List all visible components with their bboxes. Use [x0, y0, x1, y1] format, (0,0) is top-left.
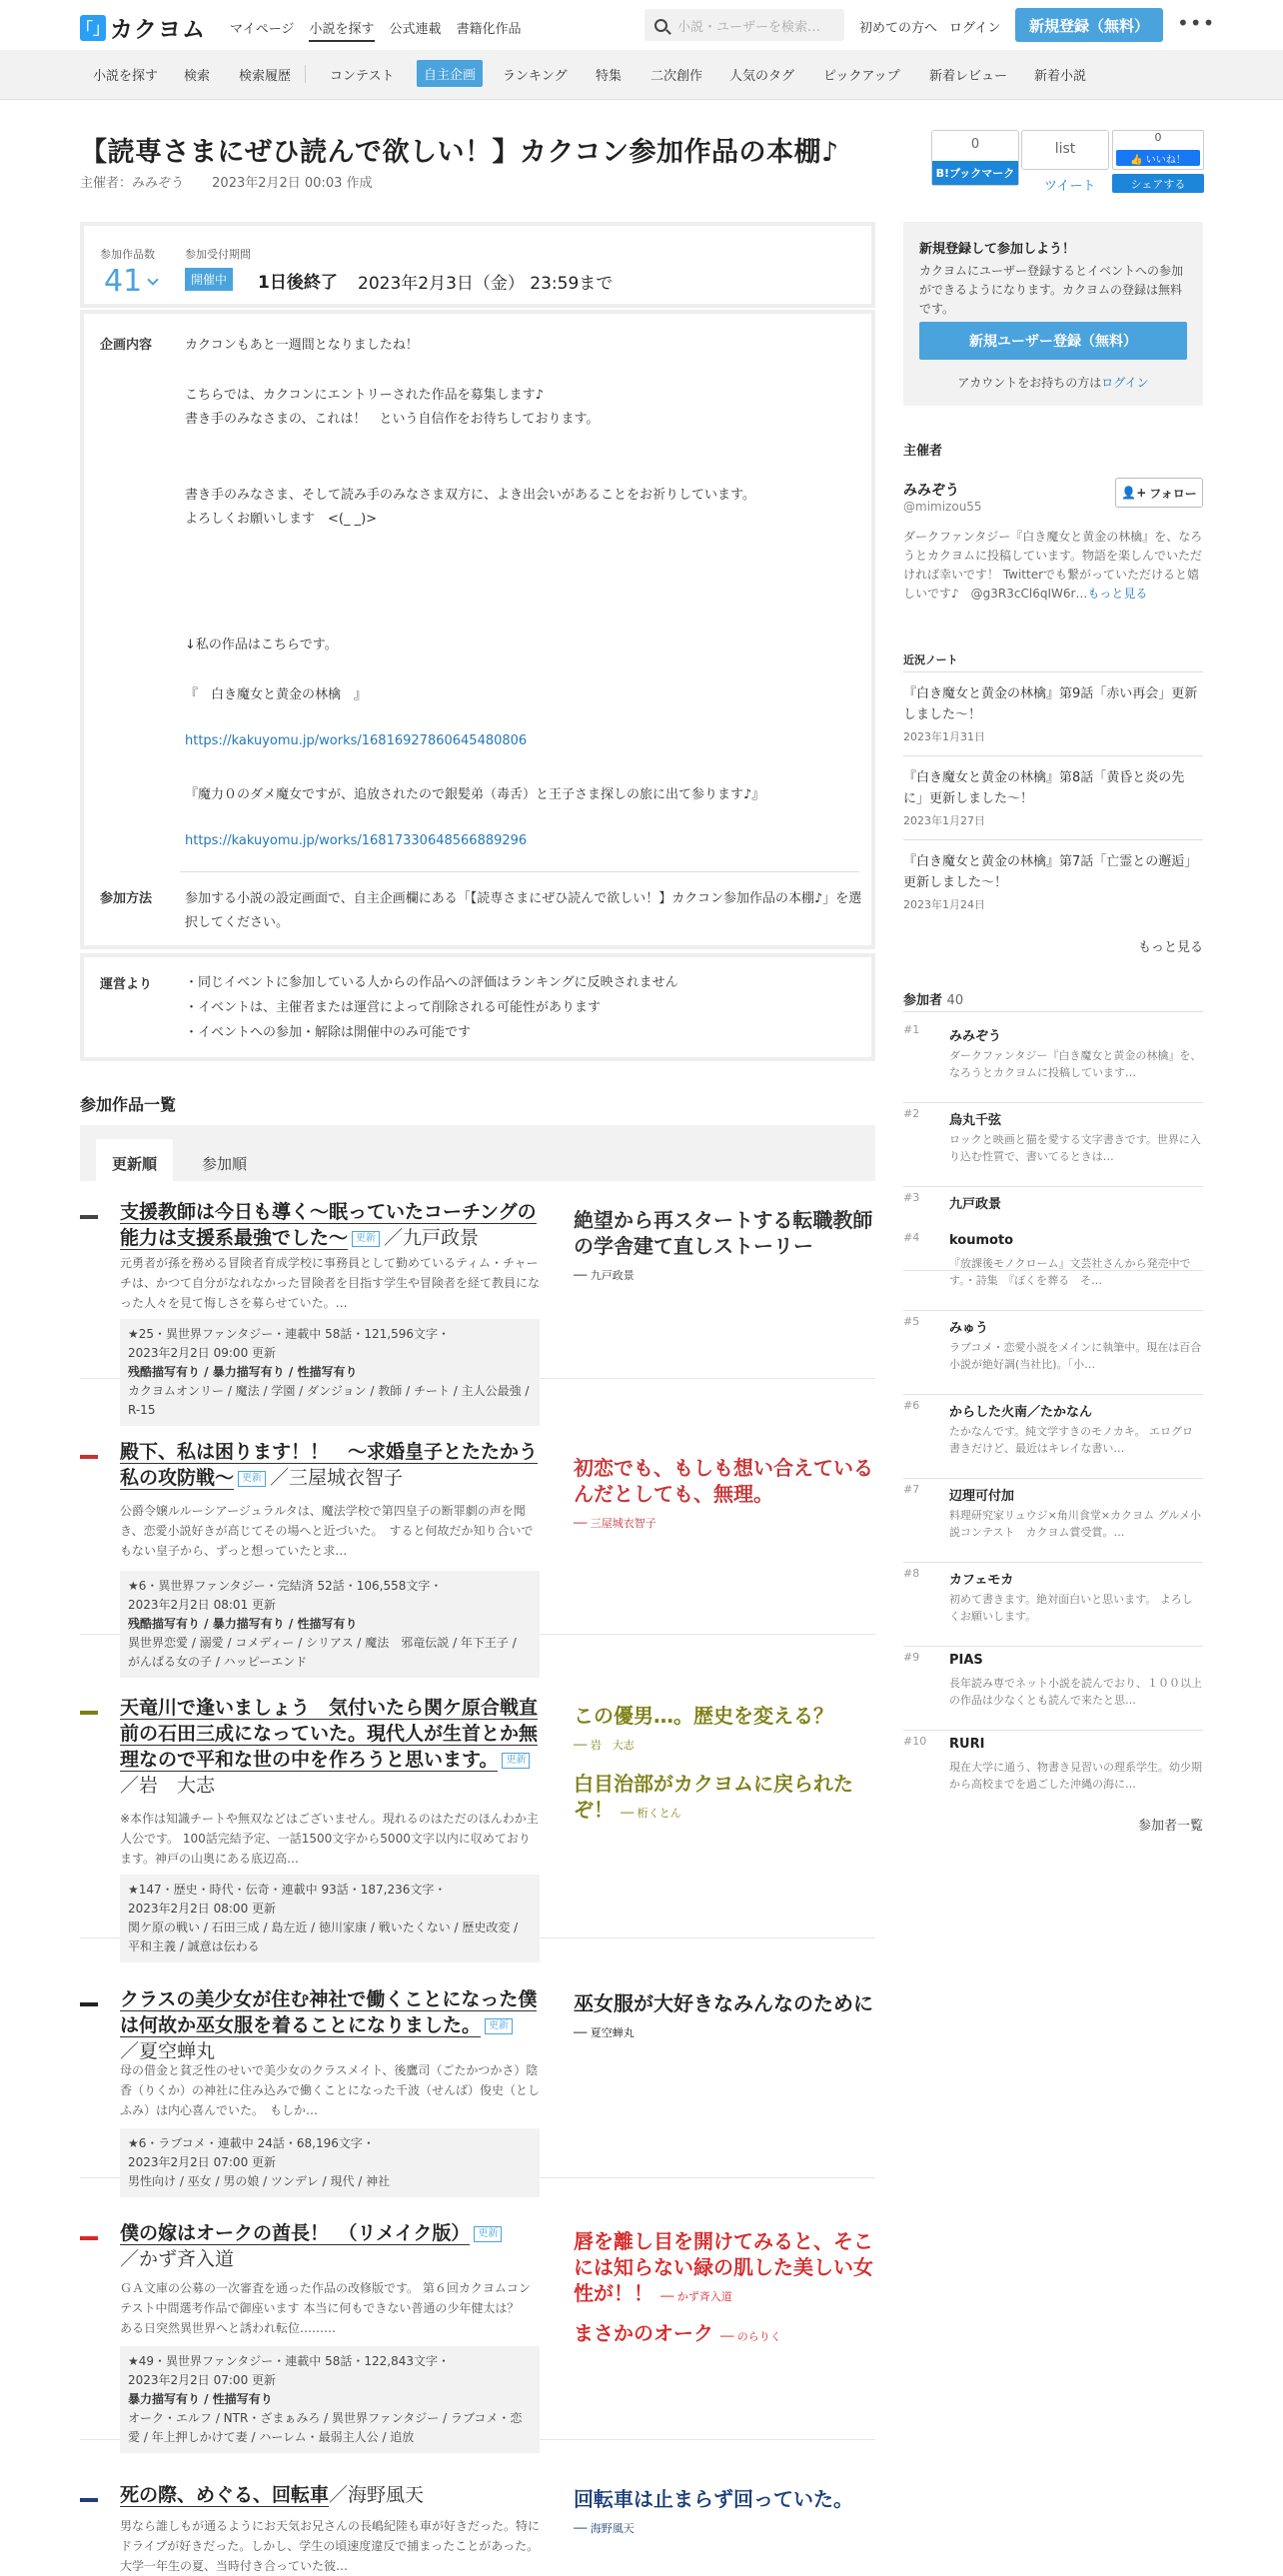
fb-count: 0 [1154, 131, 1162, 144]
beginner-link[interactable]: 初めての方へ [859, 21, 938, 36]
subnav-features[interactable]: 特集 [596, 69, 623, 84]
work-info: ★147・歴史・時代・伝奇・連載中 93話・187,236文字・ 2023年2月2日 08:00 更新 関ケ原の戦い / 石田三成 / 島左近 / 徳川家康 / 戦いたくない / 歴史改変 / 平和主義 / 誠意は伝わる [120, 1875, 540, 1962]
work-count[interactable]: 41 [104, 264, 143, 299]
admin-note: ・イベントは、主催者または運営によって削除される可能性があります [185, 1000, 602, 1015]
user-plus-icon: 👤+ [1121, 486, 1147, 500]
work-link[interactable]: https://kakuyomu.jp/works/16816927860645480806 [185, 733, 528, 748]
work-item [80, 1982, 875, 2188]
fb-like: 👍 いいね！ [1116, 150, 1200, 166]
list-button[interactable] [1021, 130, 1109, 170]
login-prompt: アカウントをお持ちの方はログイン [957, 376, 1149, 390]
nav-mypage[interactable]: マイページ [230, 22, 295, 37]
nav-official-serial[interactable]: 公式連載 [389, 22, 442, 37]
page-meta [80, 172, 373, 191]
search-placeholder: 小説・ユーザーを検索… [677, 19, 821, 35]
content-label: 企画内容 [100, 338, 153, 353]
catchphrase[interactable]: 回転車は止まらず回っていた。 ── 海野風天 [574, 2487, 853, 2535]
participants-heading: 参加者 40 [903, 993, 964, 1008]
admin-note: ・同じイベントに参加している人からの作品への評価はランキングに反映されません [185, 975, 678, 990]
register-button[interactable]: 新規登録（無料） [1015, 8, 1163, 42]
created-date: 2023年2月2日 00:03 作成 [212, 176, 373, 191]
work-author: ／九戸政景 [384, 1227, 480, 1249]
note-item[interactable]: 『白き魔女と黄金の林檎』第8話「黄昏と炎の先に」更新しました～！ 2023年1月27日 [903, 770, 1185, 827]
work-author: ／海野風天 [329, 2484, 425, 2506]
work-author: ／三屋城衣智子 [270, 1467, 404, 1489]
work-author: ／岩 大志 [120, 1775, 216, 1797]
join-panel [903, 222, 1203, 406]
work-color-mark [80, 1455, 98, 1459]
header-nav [230, 18, 537, 42]
subnav-find[interactable]: 小説を探す [93, 69, 159, 84]
event-summary [80, 222, 875, 308]
work-item [80, 2478, 875, 2573]
search-input[interactable] [644, 9, 844, 41]
page-title: 【読専さまにぜひ読んで欲しい！】カクコン参加作品の本棚♪ [80, 137, 839, 168]
work-title[interactable]: 殿下、私は困ります！！ 〜求婚皇子とたたかう私の攻防戦〜 更新 ／三屋城衣智子 [120, 1441, 539, 1489]
work-info: ★49・異世界ファンタジー・連載中 58話・122,843文字・ 2023年2月2日 07:00 更新 暴力描写有り / 性描写有り オーク・エルフ / NTR・ざまぁみろ / 異世界ファンタジー / ラブコメ・恋愛 / 年上押しかけて妻 / ハーレム・最弱主人公 / 追放 [120, 2346, 540, 2453]
divider [903, 755, 1203, 756]
period-label: 参加受付期間 [185, 248, 251, 261]
header [0, 0, 1283, 50]
nav-find-novels[interactable]: 小説を探す [309, 18, 374, 42]
organizer-desc: ダークファンタジー『白き魔女と黄金の林檎』を、なろうとカクヨムに投稿しています。物語を楽しんでいただければ幸いです！ Twitterでも繋がっていただけると嬉しいです♪ @g3R3cCl6qIW6r…もっと見る [903, 530, 1203, 601]
content-line: 書き手のみなさま、そして読み手のみなさま双方に、よき出会いがあることをお祈りしています。 [185, 488, 755, 503]
tweet-button[interactable]: ツイート [1044, 179, 1096, 194]
divider [903, 839, 1203, 840]
work-list-title: 参加作品一覧 [80, 1095, 177, 1114]
participant-item[interactable]: #4 koumoto 『放課後モノクローム』文芸社さんから発売中です。・詩集 『ぼくを葬る そ… [903, 1227, 1203, 1311]
work-title[interactable]: 死の際、めぐる、回転車／海野風天 [120, 2484, 425, 2506]
work-color-mark [80, 1711, 98, 1715]
work-item [80, 1195, 875, 1417]
subnav-divider [305, 65, 306, 83]
work-title[interactable]: クラスの美少女が住む神社で働くことになった僕は何故か巫女服を着ることになりました。 更新 ／夏空蝉丸 [120, 1988, 538, 2062]
sub-navigation [0, 50, 1283, 100]
admin-label: 運営より [100, 977, 153, 992]
catchphrase[interactable]: 唇を離し目を開けてみると、そこには知らない緑の肌した美しい女性が！！ ── かず斉入道 [574, 2229, 873, 2305]
organizer-name[interactable]: みみぞう [903, 483, 959, 499]
hatena-bookmark-button[interactable] [931, 130, 1019, 186]
event-description [80, 310, 875, 949]
work-description: 男なら誰しもが通るようにお天気お兄さんの長嶋紀陸も車が好きだった。特にドライブが好きだった。しかし、学生の頃速度違反で捕まったことがあった。大学一年生の夏、当時付き合っていた彼… [120, 2519, 541, 2573]
work-description: 公爵令嬢ルルーシアージュラルタは、魔法学校で第四皇子の断罪劇の声を聞き、恋愛小説好きが高じてその場へと近づいた。 すると何故だか知り合いでもない皇子から、ずっと想っていたと求… [120, 1504, 534, 1558]
admin-notes [80, 953, 875, 1061]
work-info: ★6・異世界ファンタジー・完結済 52話・106,558文字・ 2023年2月2日 08:01 更新 残酷描写有り / 暴力描写有り / 性描写有り 異世界恋愛 / 溺愛 / コメディー / シリアス / 魔法 邪竜伝説 / 年下王子 / がんばる女の子 / ハッピーエンド [120, 1571, 540, 1678]
work-tags[interactable]: 異世界恋愛 / 溺愛 / コメディー / シリアス / 魔法 邪竜伝説 / 年下王子 / がんばる女の子 / ハッピーエンド [128, 1636, 517, 1669]
bookmark-label: B!ブックマーク [932, 161, 1018, 185]
work-item [80, 1435, 875, 1669]
content-line: 書き手のみなさまの、これは！ という自信作をお待ちしております。 [185, 412, 600, 427]
sidebar-login-link[interactable]: ログイン [1101, 376, 1149, 390]
catchphrase[interactable]: まさかのオーク ── のらりく [574, 2321, 781, 2345]
catchphrase[interactable]: 巫女服が大好きなみんなのために ── 夏空蝉丸 [574, 1991, 873, 2039]
divider [903, 1011, 1203, 1012]
tab-joined[interactable]: 参加順 [202, 1155, 248, 1173]
subnav-contest[interactable]: コンテスト [330, 69, 395, 84]
join-desc: カクヨムにユーザー登録するとイベントへの参加ができるようになります。カクヨムの登録は無料です。 [919, 264, 1184, 316]
list-label: list [1054, 141, 1076, 157]
work-author: ／かず斉入道 [120, 2248, 235, 2270]
work-link[interactable]: https://kakuyomu.jp/works/16817330648566889296 [185, 833, 528, 848]
subnav-user-events[interactable]: 自主企画 [417, 60, 483, 87]
notes-heading: 近況ノート [903, 653, 958, 666]
nav-published-works[interactable]: 書籍化作品 [456, 22, 522, 37]
subnav-new-reviews[interactable]: 新着レビュー [929, 69, 1008, 84]
participant-item[interactable]: #6 からした火南／たかなん たかなんです。純文学すきのモノカキ。 エログロ書きだけど、最近はキレイな書い… [903, 1395, 1203, 1479]
subnav-new-novels[interactable]: 新着小説 [1034, 69, 1087, 84]
facebook-like-button[interactable] [1112, 130, 1204, 170]
work-info: ★6・ラブコメ・連載中 24話・68,196文字・ 2023年2月2日 07:00 更新 男性向け / 巫女 / 男の娘 / ツンデレ / 現代 / 神社 [120, 2128, 540, 2197]
logo[interactable] [77, 11, 206, 44]
organizer-id: @mimizou55 [903, 500, 982, 514]
organizer-more-link[interactable]: もっと見る [1087, 587, 1148, 601]
participant-item[interactable]: #2 烏丸千弦 ロックと映画と猫を愛する文字書きです。世界に入り込む性質で、書いてるときは… [903, 1103, 1203, 1187]
organizer-label: 主催者：みみぞう [80, 176, 185, 191]
content-line: ↓私の作品はこちらです。 [185, 638, 338, 652]
note-item[interactable]: 『白き魔女と黄金の林檎』第7話「亡霊との邂逅」更新しました～！ 2023年1月24日 [903, 854, 1198, 911]
content-line: カクコンもあと一週間となりましたね！ [185, 338, 419, 353]
content-line: こちらでは、カクコンにエントリーされた作品を募集します♪ [185, 388, 544, 403]
work-color-mark [80, 2002, 98, 2006]
bookmark-count: 0 [970, 137, 980, 152]
facebook-share-button[interactable]: シェアする [1112, 174, 1204, 193]
subnav-search[interactable]: 検索 [184, 69, 211, 84]
catchphrase[interactable]: 初恋でも、もしも想い合えているんだとしても、無理。 ── 三屋城衣智子 [574, 1456, 873, 1530]
join-method [80, 871, 875, 949]
login-link[interactable]: ログイン [949, 21, 1001, 36]
divider [180, 871, 859, 872]
more-menu-icon[interactable]: ••• [1177, 11, 1216, 35]
work-item [80, 2216, 875, 2444]
participant-item[interactable]: #5 みゅう ラブコメ・恋愛小説をメインに執筆中。現在は百合小説が絶好調(当社比)。「小… [903, 1311, 1203, 1395]
end-date: 2023年2月3日（金） 23:59まで [358, 274, 614, 294]
chevron-down-icon[interactable] [147, 274, 158, 285]
participant-item[interactable]: #9 PIAS 長年読み専でネット小説を読んでおり、１００以上の作品は少なくとも読んで来たと思… [903, 1647, 1203, 1731]
participants-count: 40 [946, 993, 964, 1008]
work-color-mark [80, 2236, 98, 2240]
subnav-popular-tags[interactable]: 人気のタグ [729, 69, 795, 84]
note-item[interactable]: 『白き魔女と黄金の林檎』第9話「赤い再会」更新しました～！ 2023年1月31日 [903, 686, 1198, 743]
work-info: ★25・異世界ファンタジー・連載中 58話・121,596文字・ 2023年2月2日 09:00 更新 残酷描写有り / 暴力描写有り / 性描写有り カクヨムオンリー / 魔法 / 学園 / ダンジョン / 教師 / チート / 主人公最強 / R-15 [120, 1319, 540, 1426]
work-tags[interactable]: オーク・エルフ / NTR・ざまぁみろ / 異世界ファンタジー / ラブコメ・恋愛 / 年上押しかけて妻 / ハーレム・最弱主人公 / 追放 [128, 2411, 523, 2444]
participant-item[interactable]: #8 カフェモカ 初めて書きます。絶対面白いと思います。 よろしくお願いします。 [903, 1563, 1203, 1647]
content-line: 『魔力０のダメ魔女ですが、追放されたので銀髪弟（毒舌）と王子さま探しの旅に出て参ります♪』 [185, 787, 765, 802]
follow-button[interactable]: 👤+ フォロー [1115, 478, 1203, 508]
work-description: 母の借金と貧乏性のせいで美少女のクラスメイト、後鷹司（ごたかつかさ）陰香（りくか）の神社に住み込みで働くことになった千波（せんば）俊史（としふみ）は内心喜んでいた。 もしか… [120, 2063, 541, 2117]
tab-updated[interactable]: 更新順 [96, 1139, 173, 1181]
method-text: 参加する小説の設定画面で、自主企画欄にある「【読専さまにぜひ読んで欲しい！】カクコン参加作品の本棚♪」を選択してください。 [185, 891, 862, 930]
work-title[interactable]: 天竜川で逢いましょう 気付いたら関ケ原合戦直前の石田三成になっていた。現代人が生首とか無理なので平和な世の中を作ろうと思います。 更新 ／岩 大志 [120, 1697, 539, 1797]
work-author: ／夏空蝉丸 [120, 2040, 216, 2062]
sort-tabs [80, 1125, 875, 1181]
notes-more-link[interactable]: もっと見る [1137, 940, 1203, 955]
work-item [80, 1691, 875, 1953]
method-label: 参加方法 [100, 891, 153, 906]
catchphrase[interactable]: この優男…。歴史を変える？ ── 岩 大志 [574, 1704, 833, 1752]
catchphrase[interactable]: 絶望から再スタートする転職教師の学舎建て直しストーリー ── 九戸政景 [574, 1208, 873, 1282]
work-tags[interactable]: カクヨムオンリー / 魔法 / 学園 / ダンジョン / 教師 / チート / 主人公最強 / R-15 [128, 1384, 530, 1417]
work-description: ※本作は知識チートや無双などはございません。現れるのはただのほんわか主人公です。 100話完結予定、一話1500文字から5000文字以内に収めております。神戸の山奥にある底辺高… [120, 1812, 539, 1866]
divider [903, 671, 1203, 672]
work-color-mark [80, 2498, 98, 2502]
join-title: 新規登録して参加しよう！ [919, 242, 1076, 257]
work-tags[interactable]: 男性向け / 巫女 / 男の娘 / ツンデレ / 現代 / 神社 [128, 2174, 391, 2188]
participants-more-link[interactable]: 参加者一覧 [1137, 1819, 1203, 1834]
work-title[interactable]: 支援教師は今日も導く～眠っていたコーチングの能力は支援系最強でした～ 更新 ／九戸政景 [120, 1201, 537, 1249]
work-tags[interactable]: 関ケ原の戦い / 石田三成 / 島左近 / 徳川家康 / 戦いたくない / 歴史改変 / 平和主義 / 誠意は伝わる [128, 1921, 519, 1953]
register-user-button[interactable]: 新規ユーザー登録（無料） [919, 322, 1187, 360]
subnav-pickup[interactable]: ピックアップ [823, 69, 900, 84]
admin-note: ・イベントへの参加・解除は開催中のみ可能です [185, 1025, 472, 1040]
content-line: 『 白き魔女と黄金の林檎 』 [185, 687, 368, 702]
logo-text: カクヨム [110, 17, 206, 43]
organizer-heading: 主催者 [903, 444, 943, 459]
participant-item[interactable]: #10 RURI 現在大学に通う、物書き見習いの理系学生。幼少期から高校までを過ごした沖縄の海に… [903, 1735, 1202, 1791]
logo-mark: 「」 [80, 15, 106, 41]
work-color-mark [80, 1215, 98, 1219]
work-description: 元勇者が孫を務める冒険者育成学校に事務員として勤めているティム・チャーチは、かつて自分がなれなかった冒険者を目指す学生や冒険者を経て教員になった人々を見て悔しさを募らせていた。… [120, 1256, 541, 1310]
participant-item[interactable]: #7 辺理可付加 料理研究家リュウジ×角川食堂×カクヨム グルメ小説コンテスト カクヨム賞受賞。… [903, 1479, 1203, 1563]
subnav-ranking[interactable]: ランキング [503, 69, 568, 84]
content-line: よろしくお願いします <(_ _)> [185, 512, 378, 527]
subnav-fanfic[interactable]: 二次創作 [650, 69, 703, 84]
status-badge: 開催中 [185, 268, 233, 291]
ends-in: 1日後終了 [258, 273, 338, 293]
work-title[interactable]: 僕の嫁はオークの酋長！ （リメイク版） 更新 ／かず斉入道 [120, 2220, 540, 2272]
participant-item[interactable]: #1 みみぞう ダークファンタジー『白き魔女と黄金の林檎』を、なろうとカクヨムに投稿しています… [903, 1019, 1203, 1103]
catchphrase[interactable]: 白目治部がカクヨムに戻られたぞ！ ── 桁くとん [574, 1772, 853, 1822]
participant-item[interactable]: #3 九戸政景 [903, 1187, 1203, 1271]
subnav-history[interactable]: 検索履歴 [239, 69, 292, 84]
count-label: 参加作品数 [100, 248, 155, 261]
work-description: ＧＡ文庫の公募の一次審査を通った作品の改修版です。 第６回カクヨムコンテスト中間選考作品で御座います 本当に何もできない普通の少年健太は？ ある日突然異世界へと誘われ転位……… [120, 2281, 532, 2335]
search-icon [654, 19, 667, 32]
